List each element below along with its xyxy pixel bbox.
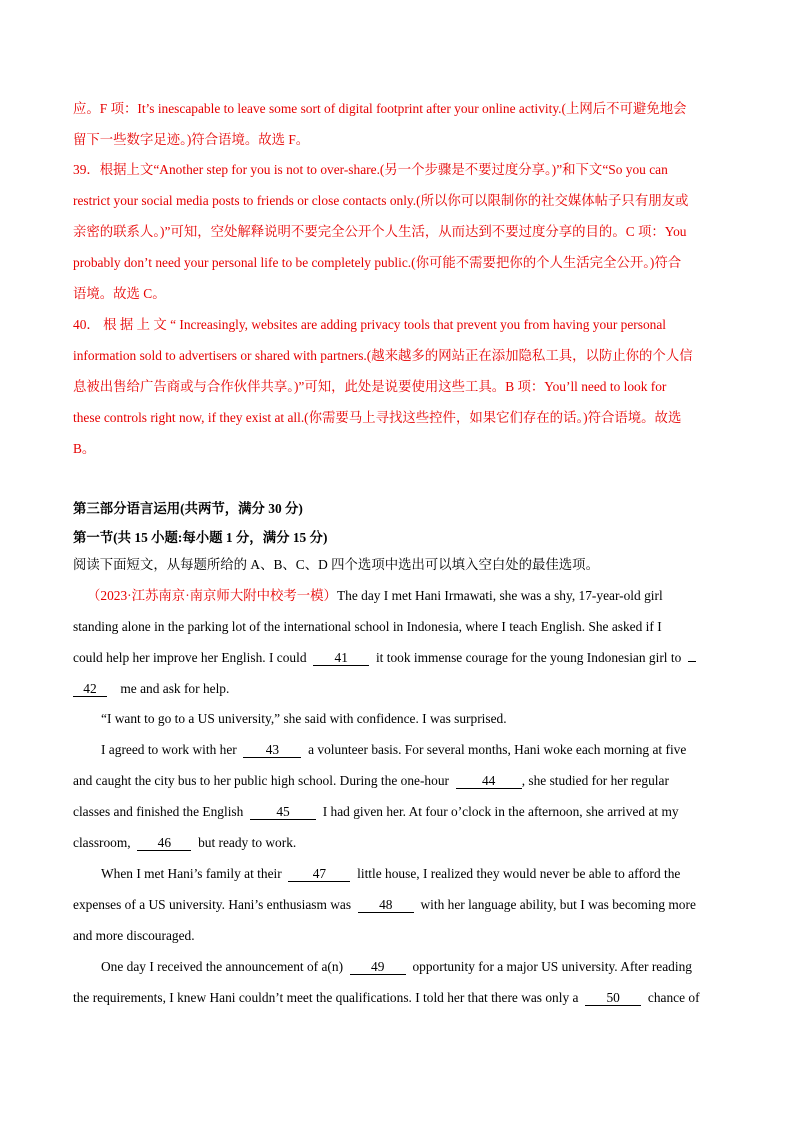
passage-line: （2023·江苏南京·南京师大附中校考一模）The day I met Hani Irmawati, she was a shy, 17-year-old girl (87, 588, 663, 603)
blank-50[interactable]: 50 (585, 991, 641, 1006)
analysis-line: 39．根据上文“Another step for you is not to over-share.(另一个步骤是不要过度分享。)”和下文“So you can (73, 162, 668, 177)
blank-41[interactable]: 41 (313, 651, 369, 666)
analysis-line: 息被出售给广告商或与合作伙伴共享。)”可知，此处是说要使用这些工具。B 项：You’ll need to look for (73, 379, 667, 394)
blank-42[interactable]: 42 (73, 682, 107, 697)
section-instruction: 阅读下面短文，从每题所给的 A、B、C、D 四个选项中选出可以填入空白处的最佳选项。 (73, 557, 599, 572)
blank-42-start (688, 661, 696, 662)
passage-line: classes and finished the English 45 I had given her. At four o’clock in the afternoon, she arrived at my (73, 804, 679, 819)
passage-line: and caught the city bus to her public high school. During the one-hour 44 , she studied for her regular (73, 773, 669, 788)
passage-line: and more discouraged. (73, 928, 195, 943)
passage-line: I agreed to work with her 43 a volunteer basis. For several months, Hani woke each morning at five (101, 742, 687, 757)
passage-line: could help her improve her English. I could 41 it took immense courage for the young Indonesian girl to (73, 650, 696, 666)
passage-source: （2023·江苏南京·南京师大附中校考一模） (87, 588, 337, 603)
passage-line: One day I received the announcement of a(n) 49 opportunity for a major US university. After reading (101, 959, 692, 974)
passage-line: classroom, 46 but ready to work. (73, 835, 297, 850)
analysis-line: 留下一些数字足迹。)符合语境。故选 F。 (73, 132, 310, 147)
analysis-line: probably don’t need your personal life to be completely public.(你可能不需要把你的个人生活完全公开。)符合 (73, 255, 682, 270)
blank-48[interactable]: 48 (358, 898, 414, 913)
blank-49[interactable]: 49 (350, 960, 406, 975)
passage-line: the requirements, I knew Hani couldn’t meet the qualifications. I told her that there was only a 50 chance of (73, 990, 700, 1005)
analysis-line: these controls right now, if they exist at all.(你需要马上寻找这些控件，如果它们存在的话。)符合语境。故选 (73, 410, 682, 425)
analysis-line: 40． 根 据 上 文 “ Increasingly, websites are adding privacy tools that prevent you from having your personal (73, 317, 667, 332)
blank-47[interactable]: 47 (288, 867, 350, 882)
analysis-line: information sold to advertisers or shared with partners.(越来越多的网站正在添加隐私工具，以防止你的个人信 (73, 348, 693, 363)
analysis-line: B。 (73, 441, 96, 456)
blank-46[interactable]: 46 (137, 836, 191, 851)
blank-44[interactable]: 44 (456, 774, 522, 789)
blank-43[interactable]: 43 (243, 743, 301, 758)
analysis-line: 应。F 项：It’s inescapable to leave some sort of digital footprint after your online activity.(上网后不可避免地会 (73, 101, 687, 116)
passage-line: When I met Hani’s family at their 47 little house, I realized they would never be able to afford the (101, 866, 681, 881)
blank-45[interactable]: 45 (250, 805, 316, 820)
passage-line: standing alone in the parking lot of the international school in Indonesia, where I teach English. She asked if I (73, 619, 662, 634)
analysis-line: restrict your social media posts to friends or close contacts only.(所以你可以限制你的社交媒体帖子只有朋友或 (73, 193, 689, 208)
passage-line: 42 me and ask for help. (73, 681, 229, 697)
passage-line: expenses of a US university. Hani’s enthusiasm was 48 with her language ability, but I was becoming more (73, 897, 696, 912)
analysis-line: 语境。故选 C。 (73, 286, 166, 301)
passage-line: “I want to go to a US university,” she said with confidence. I was surprised. (101, 711, 507, 726)
analysis-line: 亲密的联系人。)”可知，空处解释说明不要完全公开个人生活，从而达到不要过度分享的目的。C 项：You (73, 224, 687, 239)
section-title: 第三部分语言运用(共两节，满分 30 分) (73, 501, 303, 516)
section-subtitle: 第一节(共 15 小题:每小题 1 分，满分 15 分) (73, 530, 328, 545)
